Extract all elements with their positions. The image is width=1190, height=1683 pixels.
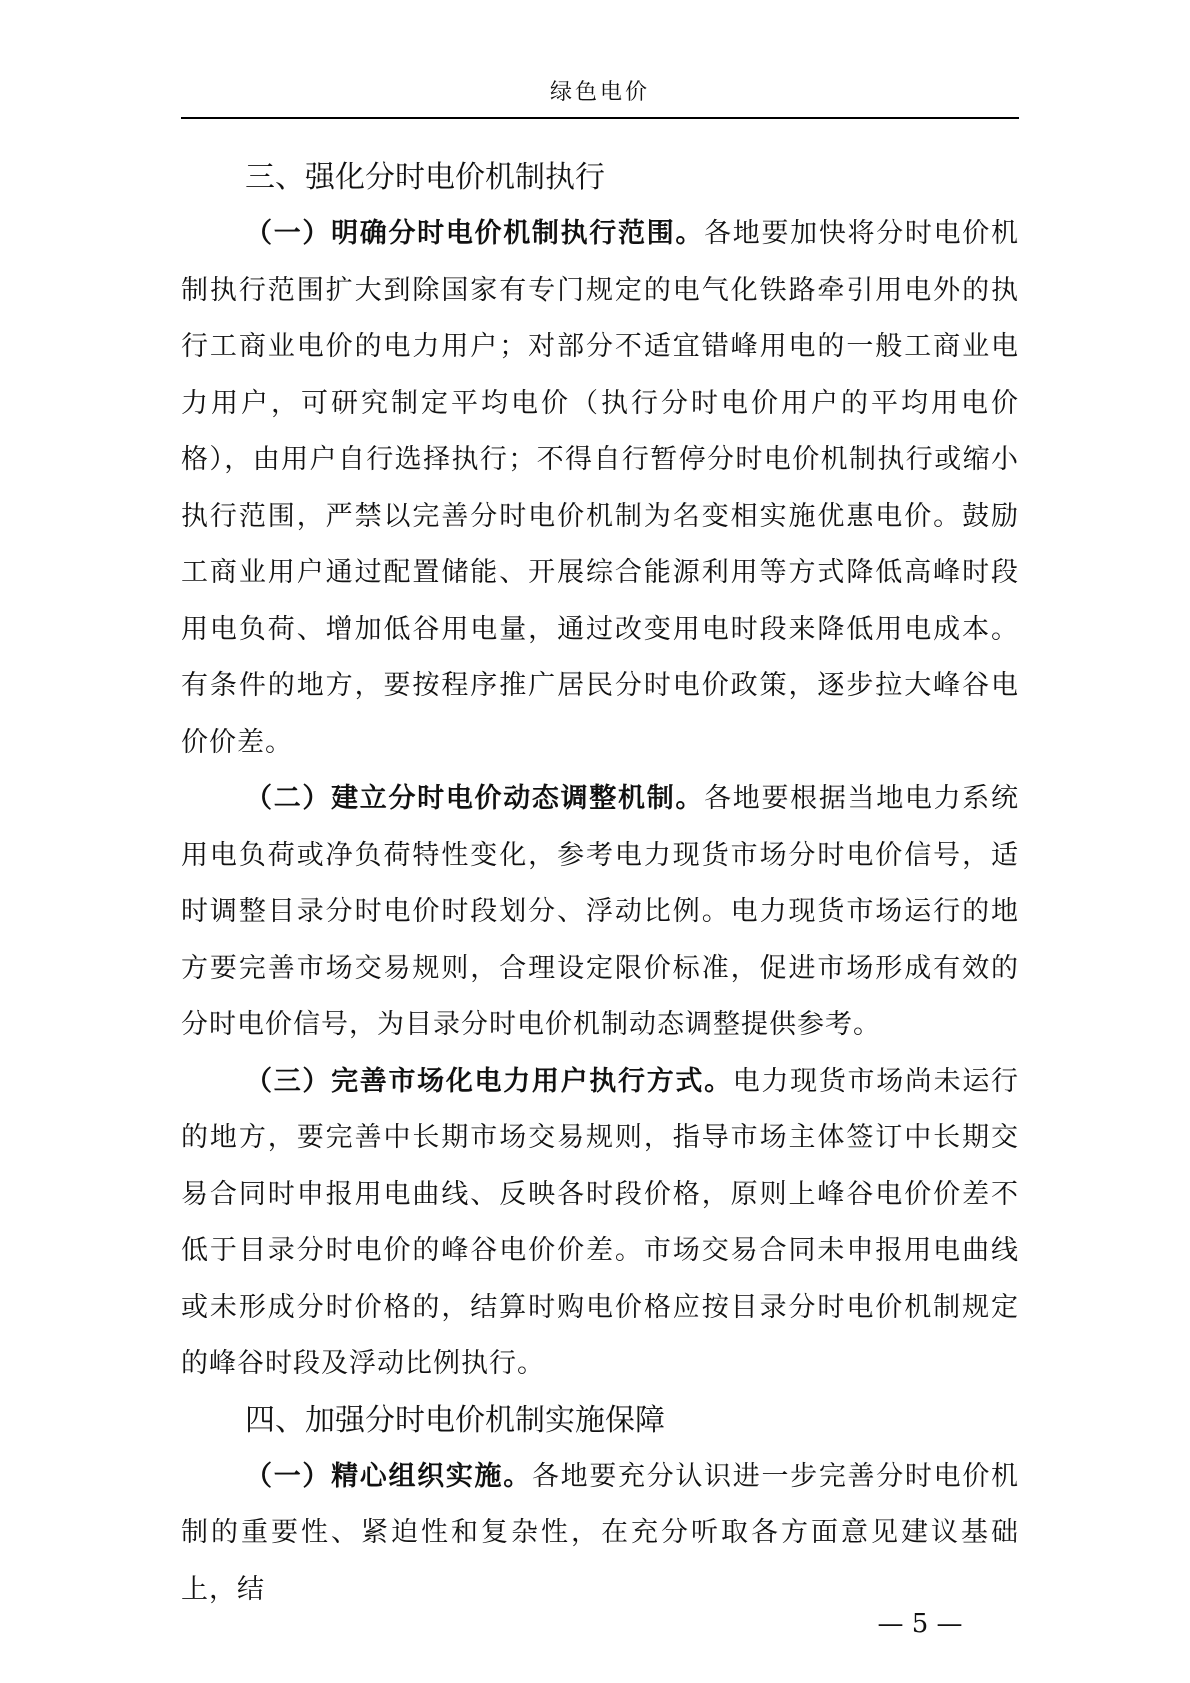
page-number: — 5 — — [877, 1609, 963, 1639]
paragraph-lead: （一）精心组织实施。 — [245, 1460, 532, 1492]
document-body — [181, 150, 1019, 1618]
paragraph-4-1 — [181, 1449, 1019, 1619]
paragraph-text: 各地要根据当地电力系统用电负荷或净负荷特性变化，参考电力现货市场分时电价信号，适时调整目录分时电价时段划分、浮动比例。电力现货市场运行的地方要完善市场交易规则，合理设定限价标准，促进市场形成有效的分时电价信号，为目录分时电价机制动态调整提供参考。 — [181, 783, 1020, 1040]
paragraph-3-2 — [181, 771, 1019, 1054]
paragraph-3-3 — [181, 1054, 1019, 1393]
header-divider — [181, 117, 1019, 119]
paragraph-lead: （一）明确分时电价机制执行范围。 — [245, 218, 705, 249]
paragraph-lead: （三）完善市场化电力用户执行方式。 — [245, 1065, 733, 1097]
paragraph-text: 电力现货市场尚未运行的地方，要完善中长期市场交易规则，指导市场主体签订中长期交易合同时申报用电曲线、反映各时段价格，原则上峰谷电价价差不低于目录分时电价的峰谷电价价差。市场交易合同未申报用电曲线或未形成分时价格的，结算时购电价格应按目录分时电价机制规定的峰谷时段及浮动比例执行。 — [181, 1065, 1020, 1379]
paragraph-text: 各地要充分认识进一步完善分时电价机制的重要性、紧迫性和复杂性，在充分听取各方面意见建议基础上，结 — [181, 1460, 1020, 1605]
paragraph-3-1 — [181, 206, 1019, 771]
running-header: 绿色电价 — [549, 80, 650, 105]
paragraph-lead: （二）建立分时电价动态调整机制。 — [245, 783, 705, 814]
section-heading-4: 四、加强分时电价机制实施保障 — [245, 1402, 665, 1438]
paragraph-text: 各地要加快将分时电价机制执行范围扩大到除国家有专门规定的电气化铁路牵引用电外的执行工商业电价的电力用户；对部分不适宜错峰用电的一般工商业电力用户，可研究制定平均电价（执行分时电价用户的平均用电价格），由用户自行选择执行；不得自行暂停分时电价机制执行或缩小执行范围，严禁以完善分时电价机制为名变相实施优惠电价。鼓励工商业用户通过配置储能、开展综合能源利用等方式降低高峰时段用电负荷、增加低谷用电量，通过改变用电时段来降低用电成本。有条件的地方，要按程序推广居民分时电价政策，逐步拉大峰谷电价价差。 — [181, 218, 1020, 758]
section-heading-3: 三、强化分时电价机制执行 — [245, 160, 605, 195]
